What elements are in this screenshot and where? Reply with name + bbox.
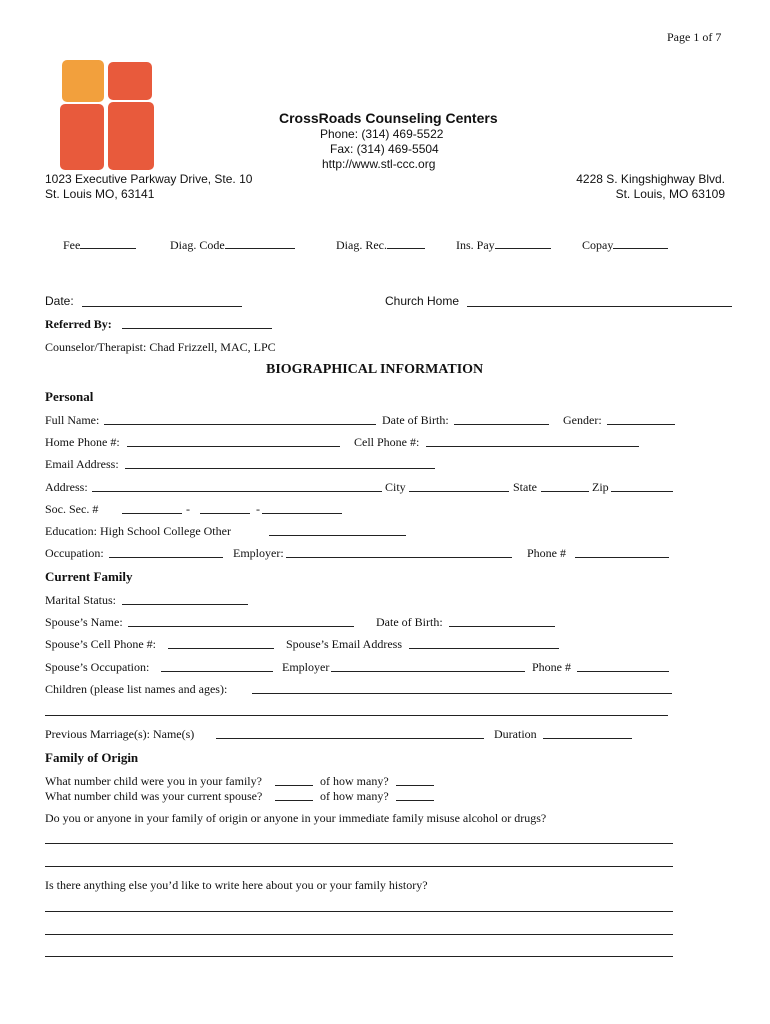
children-input-line-2[interactable] [45,715,668,716]
spouse-phone-input-line[interactable] [577,671,669,672]
marital-status-input-line[interactable] [122,604,248,605]
dob-label: Date of Birth: [382,413,449,427]
page-number: Page 1 of 7 [667,30,722,44]
email-input-line[interactable] [125,468,435,469]
ins-pay-field[interactable] [456,236,551,253]
address-right-line1: 4228 S. Kingshighway Blvd. [576,172,725,186]
occupation-phone-label: Phone # [527,546,566,560]
logo-block-red-left [60,104,104,170]
previous-marriages-label: Previous Marriage(s): Name(s) [45,727,195,741]
state-input-line[interactable] [541,491,589,492]
children-label: Children (please list names and ages): [45,682,228,696]
occupation-label: Occupation: [45,546,104,560]
diag-code-field[interactable] [170,236,295,253]
home-phone-input-line[interactable] [127,446,340,447]
spouse-name-label: Spouse’s Name: [45,615,123,629]
spouse-child-total-question: of how many? [320,789,389,803]
current-family-heading: Current Family [45,569,133,584]
logo-block-orange [62,60,104,102]
spouse-cell-input-line[interactable] [168,648,274,649]
section-title: BIOGRAPHICAL INFORMATION [266,362,484,377]
address-input-line[interactable] [92,491,382,492]
previous-marriages-input-line[interactable] [216,738,484,739]
family-history-input-line-2[interactable] [45,934,673,935]
church-home-input-line[interactable] [467,306,732,307]
cell-phone-label: Cell Phone #: [354,435,420,449]
soc-sec-input-line-3[interactable] [262,513,342,514]
substance-misuse-input-line-2[interactable] [45,866,673,867]
child-total-input-line[interactable] [396,785,434,786]
spouse-name-input-line[interactable] [128,626,354,627]
fee-label: Fee [63,238,81,252]
family-history-question: Is there anything else you’d like to write here about you or your family history? [45,878,428,892]
child-number-question: What number child were you in your family? [45,774,262,788]
ins-pay-label: Ins. Pay [456,238,495,252]
soc-sec-dash-2: - [256,502,260,516]
occupation-input-line[interactable] [109,557,223,558]
address-label: Address: [45,480,88,494]
home-phone-label: Home Phone #: [45,435,120,449]
city-label: City [385,480,406,494]
copay-field[interactable] [582,236,668,253]
city-input-line[interactable] [409,491,509,492]
spouse-email-input-line[interactable] [409,648,559,649]
church-home-label: Church Home [385,294,460,308]
org-name: CrossRoads Counseling Centers [279,110,498,126]
soc-sec-input-line-2[interactable] [200,513,250,514]
family-history-input-line-3[interactable] [45,956,673,957]
spouse-employer-input-line[interactable] [331,671,525,672]
address-right-line2: St. Louis, MO 63109 [615,187,725,201]
full-name-input-line[interactable] [104,424,376,425]
full-name-label: Full Name: [45,413,100,427]
org-phone: Phone: (314) 469-5522 [320,127,444,141]
education-other-input-line[interactable] [269,535,406,536]
spouse-phone-label: Phone # [532,660,571,674]
family-history-input-line-1[interactable] [45,911,673,912]
spouse-child-total-input-line[interactable] [396,800,434,801]
spouse-employer-label: Employer [282,660,330,674]
duration-input-line[interactable] [543,738,632,739]
spouse-occupation-label: Spouse’s Occupation: [45,660,150,674]
diag-rec-label: Diag. Rec. [336,238,387,252]
marital-status-label: Marital Status: [45,593,116,607]
substance-misuse-input-line-1[interactable] [45,843,673,844]
employer-input-line[interactable] [286,557,512,558]
fee-field[interactable] [63,236,136,253]
duration-label: Duration [494,727,537,741]
family-origin-heading: Family of Origin [45,750,139,765]
personal-heading: Personal [45,389,94,404]
employer-label: Employer: [233,546,284,560]
address-left-line1: 1023 Executive Parkway Drive, Ste. 10 [45,172,253,186]
gender-input-line[interactable] [607,424,675,425]
children-input-line-1[interactable] [252,693,672,694]
counselor-text: Counselor/Therapist: Chad Frizzell, MAC, LPC [45,340,276,354]
soc-sec-label: Soc. Sec. # [45,502,99,516]
soc-sec-input-line-1[interactable] [122,513,182,514]
gender-label: Gender: [563,413,602,427]
logo [58,58,158,172]
state-label: State [513,480,537,494]
date-input-line[interactable] [82,306,242,307]
education-label: Education: High School College Other [45,524,231,538]
referred-by-label: Referred By: [45,317,112,331]
org-fax: Fax: (314) 469-5504 [330,142,439,156]
soc-sec-dash-1: - [186,502,190,516]
spouse-email-label: Spouse’s Email Address [286,637,402,651]
logo-block-red-right [108,102,154,170]
cell-phone-input-line[interactable] [426,446,639,447]
child-number-input-line[interactable] [275,785,313,786]
occupation-phone-input-line[interactable] [575,557,669,558]
zip-label: Zip [592,480,609,494]
child-total-question: of how many? [320,774,389,788]
zip-input-line[interactable] [611,491,673,492]
address-left-line2: St. Louis MO, 63141 [45,187,155,201]
email-label: Email Address: [45,457,119,471]
copay-label: Copay [582,238,614,252]
spouse-occupation-input-line[interactable] [161,671,273,672]
spouse-cell-label: Spouse’s Cell Phone #: [45,637,157,651]
spouse-dob-label: Date of Birth: [376,615,443,629]
substance-misuse-question: Do you or anyone in your family of origin or anyone in your immediate family misuse alcohol or drugs? [45,811,547,825]
diag-rec-field[interactable] [336,236,425,253]
referred-by-input-line[interactable] [122,328,272,329]
spouse-child-number-question: What number child was your current spouse? [45,789,263,803]
logo-block-red-top [108,62,152,100]
date-label: Date: [45,294,74,308]
spouse-dob-input-line[interactable] [449,626,555,627]
spouse-child-number-input-line[interactable] [275,800,313,801]
diag-code-label: Diag. Code [170,238,225,252]
org-website[interactable]: http://www.stl-ccc.org [322,157,436,171]
dob-input-line[interactable] [454,424,549,425]
